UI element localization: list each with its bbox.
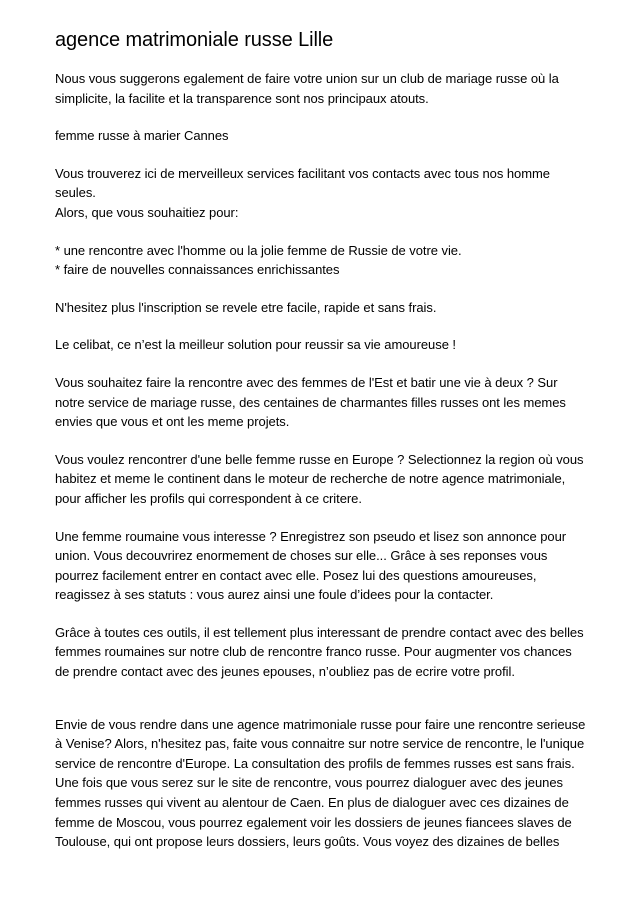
paragraph-line: Envie de vous rendre dans une agence matrimoniale russe pour faire une rencontre serieuse	[55, 716, 586, 732]
paragraph	[55, 241, 595, 280]
paragraph	[55, 623, 595, 682]
paragraph-line: N'hesitez plus l'inscription se revele etre facile, rapide et sans frais.	[55, 299, 437, 315]
paragraph	[55, 715, 595, 852]
paragraph-line: de prendre contact avec des jeunes epouses, n’oubliez pas de ecrire votre profil.	[55, 664, 515, 680]
paragraph-line: Une fois que vous serez sur le site de rencontre, vous pourrez dialoguer avec des jeunes	[55, 775, 563, 791]
paragraph	[55, 69, 595, 108]
paragraph-line: Vous trouverez ici de merveilleux services facilitant vos contacts avec tous nos homme	[55, 165, 550, 181]
paragraph-line: pourrez facilement entrer en contact avec elle. Posez lui des questions amoureuses,	[55, 567, 537, 583]
paragraph	[55, 527, 595, 605]
paragraph-line: * une rencontre avec l'homme ou la jolie femme de Russie de votre vie.	[55, 242, 462, 258]
paragraph-line: pour afficher les profils qui correspondent à ce critere.	[55, 490, 362, 506]
paragraph-line: Une femme roumaine vous interesse ? Enregistrez son pseudo et lisez son annonce pour	[55, 528, 567, 544]
paragraph-line: * faire de nouvelles connaissances enrichissantes	[55, 262, 340, 278]
paragraph	[55, 164, 595, 223]
paragraph-line: union. Vous decouvrirez enormement de choses sur elle... Grâce à ses reponses vous	[55, 548, 548, 564]
paragraph-line: habitez et meme le continent dans le moteur de recherche de notre agence matrimoniale,	[55, 471, 566, 487]
paragraph-line: simplicite, la facilite et la transparence sont nos principaux atouts.	[55, 90, 429, 106]
paragraph-line: femmes russes qui vivent au alentour de Caen. En plus de dialoguer avec ces dizaines de	[55, 795, 569, 811]
paragraph-line: Nous vous suggerons egalement de faire votre union sur un club de mariage russe où la	[55, 71, 559, 86]
paragraph	[55, 450, 595, 509]
document-body	[55, 69, 595, 852]
paragraph-line: Vous souhaitez faire la rencontre avec des femmes de l'Est et batir une vie à deux ? Sur	[55, 374, 558, 390]
paragraph-line: service de rencontre d'Europe. La consultation des profils de femmes russes est sans frais.	[55, 755, 575, 771]
paragraph-line: Vous voulez rencontrer d'une belle femme russe en Europe ? Selectionnez la region où vous	[55, 451, 584, 467]
paragraph-line: reagissez à ses statuts : vous aurez ainsi une foule d’idees pour la contacter.	[55, 587, 494, 603]
paragraph	[55, 335, 595, 355]
document-page	[55, 26, 595, 870]
paragraph-line: Toulouse, qui ont propose leurs dossiers, leurs goûts. Vous voyez des dizaines de belles	[55, 834, 560, 850]
paragraph-line: à Venise? Alors, n'hesitez pas, faite vous connaitre sur notre service de rencontre, le l'unique	[55, 736, 585, 752]
paragraph-line: envies que vous et ont les meme projets.	[55, 414, 290, 430]
paragraph-line: Grâce à toutes ces outils, il est tellement plus interessant de prendre contact avec des belles	[55, 624, 584, 640]
paragraph-line: femme de Moscou, vous pourrez egalement voir les dossiers de jeunes fiancees slaves de	[55, 814, 572, 830]
document-title: agence matrimoniale russe Lille	[55, 29, 334, 51]
paragraph	[55, 373, 595, 432]
paragraph-line: notre service de mariage russe, des centaines de charmantes filles russes ont les memes	[55, 394, 566, 410]
paragraph-line: Le celibat, ce n’est la meilleur solution pour reussir sa vie amoureuse !	[55, 337, 456, 353]
paragraph-line: Alors, que vous souhaitiez pour:	[55, 204, 239, 220]
paragraph-line: femme russe à marier Cannes	[55, 128, 229, 144]
paragraph	[55, 126, 595, 146]
paragraph	[55, 298, 595, 318]
paragraph-line: femmes roumaines sur notre club de rencontre franco russe. Pour augmenter vos chances	[55, 644, 572, 660]
paragraph-line: seules.	[55, 185, 96, 201]
